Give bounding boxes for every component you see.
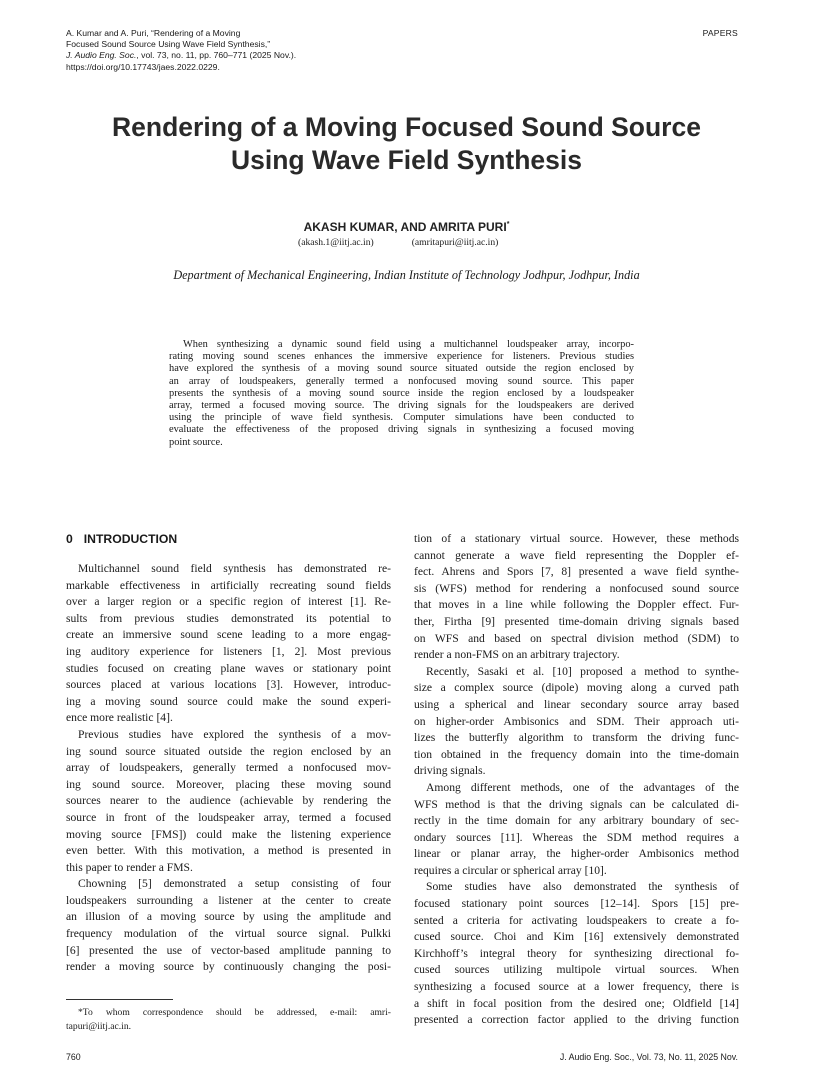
- section-tag: PAPERS: [702, 28, 738, 38]
- body-line: over a larger region or a specific region of interest [1]. Re-: [66, 595, 391, 609]
- body-line: Recently, Sasaki et al. [10] proposed a method to synthe-: [426, 664, 739, 678]
- section-heading: [66, 531, 391, 547]
- body-line: cused sources utilizing multipole virtual sources. When: [414, 963, 739, 977]
- author-names: AKASH KUMAR, AND AMRITA PURI: [303, 220, 507, 234]
- abstract-line: presents the synthesis of a moving sound source inside the region enclosed by a loudspeaker: [169, 387, 634, 399]
- body-line: presented a correction factor applied to the driving function: [414, 1013, 739, 1027]
- body-line: create an immersive sound scene leading to a more engag-: [66, 628, 391, 642]
- body-right-column: [414, 531, 739, 1029]
- body-line: driving signals.: [414, 764, 486, 778]
- abstract-line: When synthesizing a dynamic sound field using a multichannel loudspeaker array, incorpo-: [183, 339, 634, 350]
- body-line: synthesizing a focused source at a lower frequency, there is: [414, 980, 739, 994]
- body-line: fect. Ahrens and Spors [7, 8] presented a wave field synthe-: [414, 565, 739, 579]
- body-line: WFS method is that the driving signals can be calculated di-: [414, 797, 739, 811]
- citation-line: J. Audio Eng. Soc., vol. 73, no. 11, pp. 760–771 (2025 Nov.).: [66, 50, 297, 61]
- body-line: Among different methods, one of the advantages of the: [426, 780, 739, 794]
- footnote-rule: [66, 999, 173, 1000]
- abstract-line: an array of loudspeakers, generally termed a nonfocused moving sound source. This paper: [169, 375, 634, 387]
- body-line: Some studies have also demonstrated the synthesis of: [426, 880, 739, 894]
- author-email[interactable]: (amritapuri@iitj.ac.in): [411, 237, 499, 248]
- citation-line: A. Kumar and A. Puri, “Rendering of a Moving: [66, 28, 241, 38]
- body-line: even better. With this motivation, a method is presented in: [66, 844, 391, 858]
- footnote: [66, 1006, 391, 1033]
- body-line: tion obtained in the frequency domain into the time-domain: [414, 747, 739, 761]
- body-line: ondary sources [11]. Whereas the SDM method requires a: [414, 830, 739, 844]
- body-line: sults from previous studies demonstrated its potential to: [66, 611, 391, 625]
- body-line: sources placed at various locations [3]. However, introduc-: [66, 678, 391, 692]
- abstract-line: point source.: [169, 436, 223, 448]
- abstract-line: rating moving sound scenes enhances the immersive experience for listeners. Previous studies: [169, 351, 634, 363]
- body-line: render a moving source by continuously changing the posi-: [66, 960, 391, 974]
- body-line: ing sound source. Moreover, placing these moving sound: [66, 777, 391, 791]
- author-list: [0, 220, 813, 234]
- body-line: that moves in a line while following the Doppler effect. Fur-: [414, 598, 739, 612]
- abstract-line: array, termed a focused moving source. The driving signals for the loudspeakers are derived: [169, 400, 634, 412]
- body-line: lizes the butterfly algorithm to transform the driving func-: [414, 731, 739, 745]
- body-line: rectly in the time domain for any arbitrary boundary of sec-: [414, 814, 739, 828]
- citation-line: Focused Sound Source Using Wave Field Synthesis,”: [66, 39, 271, 50]
- citation-block: [66, 28, 396, 73]
- body-line: tion of a stationary virtual source. However, these methods: [414, 532, 739, 545]
- body-line: focused stationary point sources [12–14]. Spors [15] pre-: [414, 897, 739, 911]
- body-line: on WFS and based on spectral division method (SDM) to: [414, 631, 739, 645]
- abstract-line: have explored the synthesis of a moving sound source situated outside the region enclosed by: [169, 363, 634, 375]
- page-number: 760: [66, 1052, 81, 1062]
- footnote-line: *To whom correspondence should be addressed, e-mail: amri-: [78, 1007, 391, 1018]
- body-line: Previous studies have explored the synthesis of a mov-: [78, 727, 391, 741]
- body-line: sented a criteria for activating loudspeakers to create a fo-: [414, 913, 739, 927]
- body-line: moving source [FMS]) could make the listening experience: [66, 827, 391, 841]
- section-title: INTRODUCTION: [83, 532, 178, 546]
- body-line: ence more realistic [4].: [66, 711, 173, 725]
- journal-footer: J. Audio Eng. Soc., Vol. 73, No. 11, 2025 Nov.: [559, 1052, 738, 1062]
- body-line: loudspeakers surrounding a listener at the center to create: [66, 893, 391, 907]
- body-line: cannot generate a wave field representing the Doppler ef-: [414, 548, 739, 562]
- paper-title: [40, 111, 773, 177]
- body-line: markable effectiveness in artificially recreating sound fields: [66, 578, 391, 592]
- body-line: an illusion of a moving source by using the amplitude and: [66, 910, 391, 924]
- body-line: array of loudspeakers, generally termed a nonfocused mov-: [66, 761, 391, 775]
- body-line: Multichannel sound field synthesis has demonstrated re-: [78, 562, 391, 575]
- body-line: sources nearer to the audience (achievable by rendering the: [66, 794, 391, 808]
- body-line: studies focused on creating plane waves or stationary point: [66, 661, 391, 675]
- body-line: requires a circular or spherical array [10].: [414, 863, 607, 877]
- abstract-line: using the principle of wave field synthesis. Computer simulations have been conducted to: [169, 412, 634, 424]
- body-line: on higher-order Ambisonics and SDM. Their approach uti-: [414, 714, 739, 728]
- body-line: source in front of the loudspeaker array, termed a focused: [66, 810, 391, 824]
- body-line: this paper to render a FMS.: [66, 860, 193, 874]
- author-mark: *: [506, 221, 510, 228]
- title-line: Rendering of a Moving Focused Sound Source: [112, 112, 701, 142]
- body-line: ing a moving sound source could make the sound experi-: [66, 694, 391, 708]
- footnote-line: tapuri@iitj.ac.in.: [66, 1020, 132, 1032]
- title-line: Using Wave Field Synthesis: [231, 145, 582, 175]
- body-line: ing sound source situated outside the region enclosed by an: [66, 744, 391, 758]
- section-number: 0: [66, 532, 73, 546]
- affiliation: Department of Mechanical Engineering, Indian Institute of Technology Jodhpur, Jodhpur, India: [173, 268, 640, 282]
- doi-link[interactable]: https://doi.org/10.17743/jaes.2022.0229.: [66, 61, 220, 72]
- body-line: a shift in focal position from the desired one; Oldfield [14]: [414, 996, 739, 1010]
- abstract: [169, 339, 634, 449]
- body-line: render a non-FMS on an arbitrary trajectory.: [414, 648, 620, 662]
- body-line: frequency modulation of the virtual source signal. Pulkki: [66, 927, 391, 941]
- body-line: size a complex source (dipole) moving along a curved path: [414, 681, 739, 695]
- body-left-column: [66, 531, 391, 976]
- author-email[interactable]: (akash.1@iitj.ac.in): [298, 237, 374, 248]
- body-line: Kirchhoff’s integral theory for synthesizing directional fo-: [414, 946, 739, 960]
- body-line: ing auditory experience for listeners [1, 2]. Most previous: [66, 644, 391, 658]
- body-line: linear or planar array, the higher-order Ambisonics method: [414, 847, 739, 861]
- body-line: [6] presented the use of vector-based amplitude panning to: [66, 943, 391, 957]
- body-line: cused source. Choi and Kim [16] extensively demonstrated: [414, 930, 739, 944]
- body-line: ther, Firtha [9] presented time-domain driving signals based: [414, 614, 739, 628]
- body-line: sis (WFS) method for rendering a nonfocused sound source: [414, 581, 739, 595]
- body-line: Chowning [5] demonstrated a setup consisting of four: [78, 877, 391, 891]
- author-emails: [298, 237, 536, 248]
- abstract-line: evaluate the effectiveness of the proposed driving signals in synthesizing a focused moving: [169, 424, 634, 436]
- body-line: using a spherical and linear secondary source array based: [414, 697, 739, 711]
